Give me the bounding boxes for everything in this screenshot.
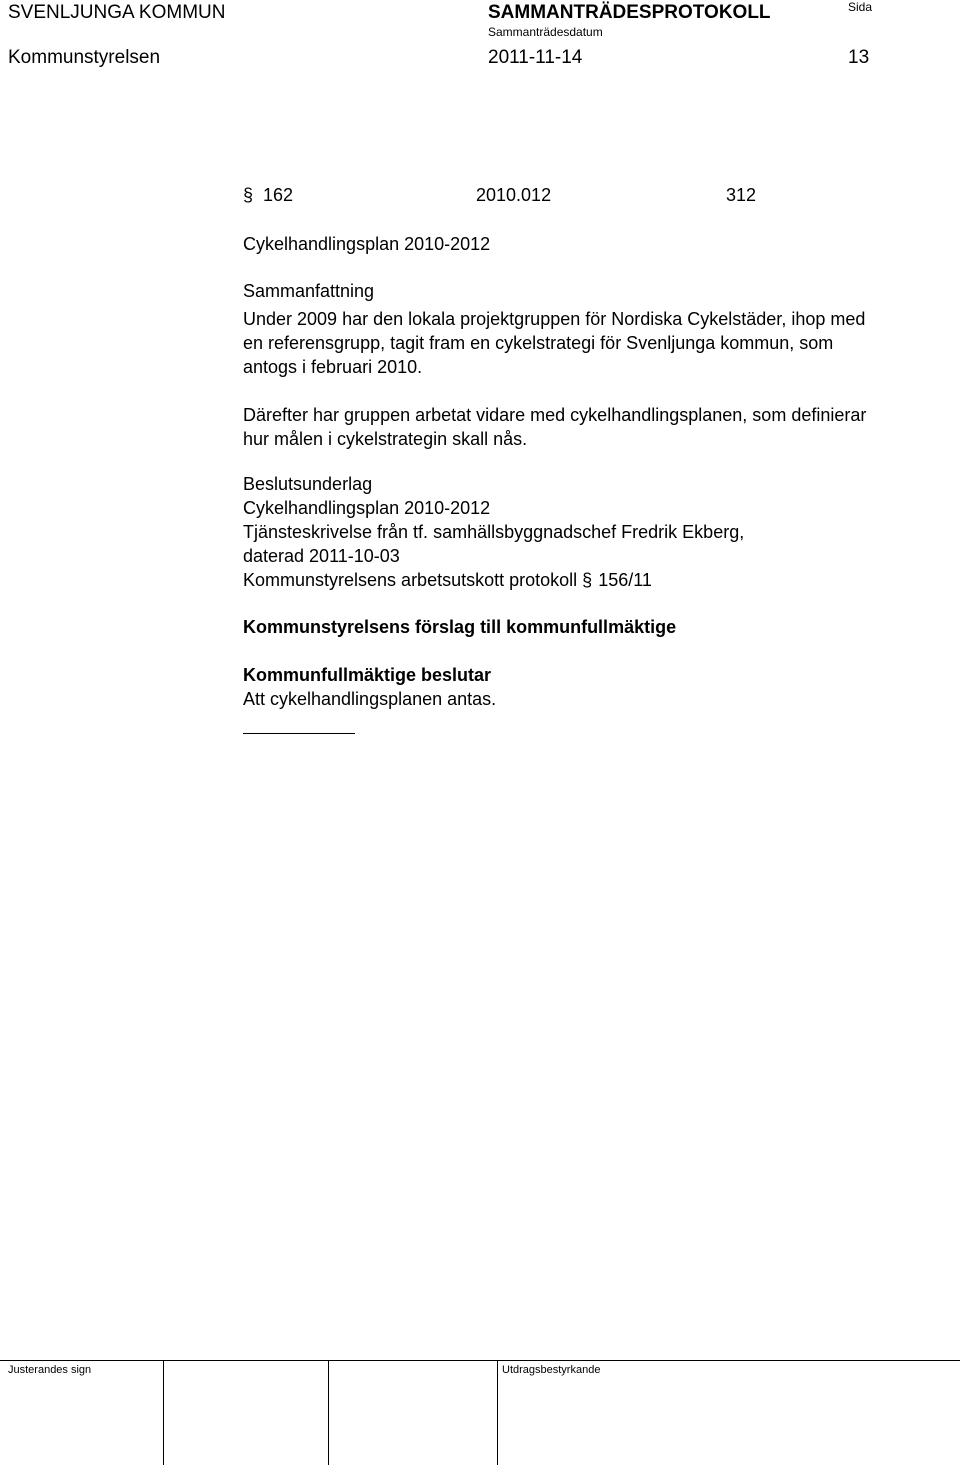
protocol-ref: 156/11 — [598, 570, 652, 590]
end-of-section-rule — [243, 733, 355, 734]
case-number: 2010.012 — [476, 185, 552, 205]
signature-box-divider — [163, 1360, 164, 1465]
basis-item-protocol — [243, 568, 953, 592]
summary-line: en referensgrupp, tagit fram en cykelstrategi för Svenljunga kommun, som — [243, 333, 834, 353]
page-label: Sida — [848, 0, 873, 14]
footer-top-rule — [0, 1360, 960, 1361]
summary-line: Därefter har gruppen arbetat vidare med cykelhandlingsplanen, som definierar — [243, 405, 867, 425]
paragraph-heading — [243, 183, 293, 207]
basis-heading: Beslutsunderlag — [243, 474, 373, 494]
proposal-heading: Kommunstyrelsens förslag till kommunfullmäktige — [243, 617, 677, 637]
summary-paragraph-2 — [243, 403, 953, 451]
signature-box-divider — [328, 1360, 329, 1465]
meeting-date: 2011-11-14 — [488, 47, 583, 68]
meeting-date-label: Sammanträdesdatum — [488, 25, 603, 39]
section-sign-icon: § — [582, 570, 593, 590]
signature-box-divider — [497, 1360, 498, 1465]
page-number: 13 — [848, 47, 870, 68]
decision-text: Att cykelhandlingsplanen antas. — [243, 689, 497, 709]
municipality-name: SVENLJUNGA KOMMUN — [8, 2, 226, 23]
case-title: Cykelhandlingsplan 2010-2012 — [243, 234, 491, 254]
basis-item: Tjänsteskrivelse från tf. samhällsbyggnadschef Fredrik Ekberg, — [243, 522, 745, 542]
summary-heading: Sammanfattning — [243, 281, 375, 301]
basis-item: daterad 2011-10-03 — [243, 546, 400, 566]
extract-certification-label: Utdragsbestyrkande — [502, 1364, 601, 1376]
section-sign-icon: § — [243, 185, 254, 205]
summary-line: antogs i februari 2010. — [243, 357, 423, 377]
summary-paragraph-1 — [243, 307, 953, 379]
protocol-prefix: Kommunstyrelsens arbetsutskott protokoll — [243, 570, 578, 590]
document-type: SAMMANTRÄDESPROTOKOLL — [488, 2, 771, 23]
paragraph-number: 162 — [263, 185, 294, 205]
archive-code: 312 — [726, 185, 757, 205]
basis-item: Cykelhandlingsplan 2010-2012 — [243, 498, 491, 518]
basis-list — [243, 496, 953, 592]
justification-sign-label: Justerandes sign — [8, 1364, 92, 1376]
summary-line: Under 2009 har den lokala projektgruppen för Nordiska Cykelstäder, ihop med — [243, 309, 866, 329]
summary-line: hur målen i cykelstrategin skall nås. — [243, 429, 528, 449]
decision-heading: Kommunfullmäktige beslutar — [243, 665, 492, 685]
committee-name: Kommunstyrelsen — [8, 47, 161, 68]
